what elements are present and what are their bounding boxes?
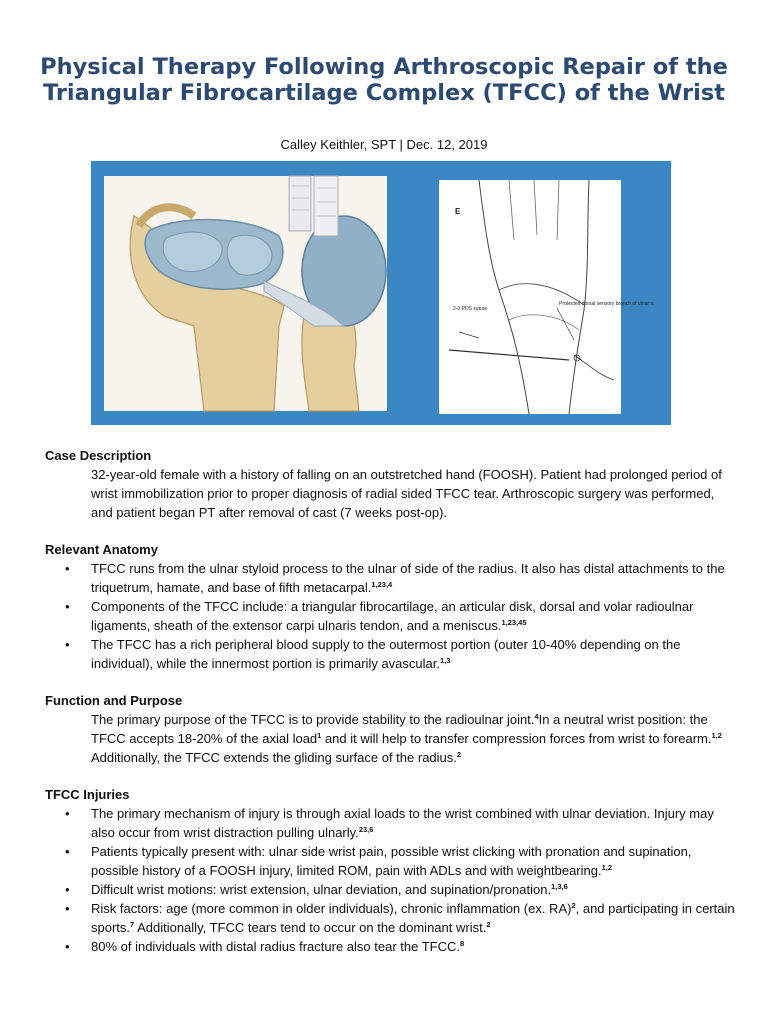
list-item: • Risk factors: age (more common in older individuals), chronic inflammation (ex. RA)$^2$, and participating in certain sports.$^7$ Additionally, TFCC tears tend to occur on the dominant wrist.$^2$ [45, 899, 735, 937]
case-description-text: 32-year-old female with a history of falling on an outstretched hand (FOOSH). Patient had prolonged period of wrist immobilization prior to proper diagnosis of radial sided TFCC tear. Arthroscopic surgery was performed, and patient began PT after removal of cast (7 weeks post-op). [91, 467, 722, 520]
heading-tfcc-injuries: TFCC Injuries [45, 787, 130, 802]
figure-panel [91, 161, 671, 425]
list-item: • 80% of individuals with distal radius fracture also tear the TFCC.$^8$ [45, 937, 735, 956]
list-item: • TFCC runs from the ulnar styloid process to the ulnar of side of the radius. It also has distal attachments to the triquetrum, hamate, and base of fifth metacarpal.$^{1,23,4}$ [45, 559, 735, 597]
heading-relevant-anatomy: Relevant Anatomy [45, 542, 158, 557]
heading-case-description: Case Description [45, 448, 152, 463]
suture-repair-diagram [439, 180, 655, 414]
function-purpose-text: The primary purpose of the TFCC is to provide stability to the radioulnar joint.$^4$In a neutral wrist position: the TFCC accepts 18-20% of the axial load$^1$ and it will help to transfer compression forces from wrist to forearm.$^{1,2}$ Additionally, the TFCC extends the gliding surface of the radius.$^2$ [91, 712, 722, 765]
list-item: • Patients typically present with: ulnar side wrist pain, possible wrist clicking with pronation and supination, possible history of a FOOSH injury, limited ROM, pain with ADLs and with weightbearing.$^{1,2}$ [45, 842, 735, 880]
heading-function-purpose: Function and Purpose [45, 693, 183, 708]
wrist-anatomy-illustration [104, 176, 387, 411]
page-title: Physical Therapy Following Arthroscopic Repair of the Triangular Fibrocartilage Complex (TFCC) of the Wrist [40, 54, 728, 106]
author-byline: Calley Keithler, SPT | Dec. 12, 2019 [280, 137, 488, 152]
list-item: • The TFCC has a rich peripheral blood supply to the outermost portion (outer 10-40% depending on the individual), while the innermost portion is primarily avascular.$^{1,3}$ [45, 635, 735, 673]
suture-label: 2-0 PDS suture [453, 306, 488, 312]
panel-letter: E [455, 207, 461, 216]
injuries-list [45, 804, 735, 956]
content-body [45, 446, 735, 956]
nerve-label: Protected dorsal sensory branch of ulnar n. [559, 301, 655, 307]
list-item: • The primary mechanism of injury is through axial loads to the wrist combined with ulnar deviation. Injury may also occur from wrist distraction pulling ulnarly.$^{23,6}$ [45, 804, 735, 842]
list-item: • Components of the TFCC include: a triangular fibrocartilage, an articular disk, dorsal and volar radioulnar ligaments, sheath of the extensor carpi ulnaris tendon, and a meniscus.$^{1,23,45}$ [45, 597, 735, 635]
anatomy-list [45, 559, 735, 673]
list-item: • Difficult wrist motions: wrist extension, ulnar deviation, and supination/pronation.$^{1,3,6}$ [45, 880, 735, 899]
